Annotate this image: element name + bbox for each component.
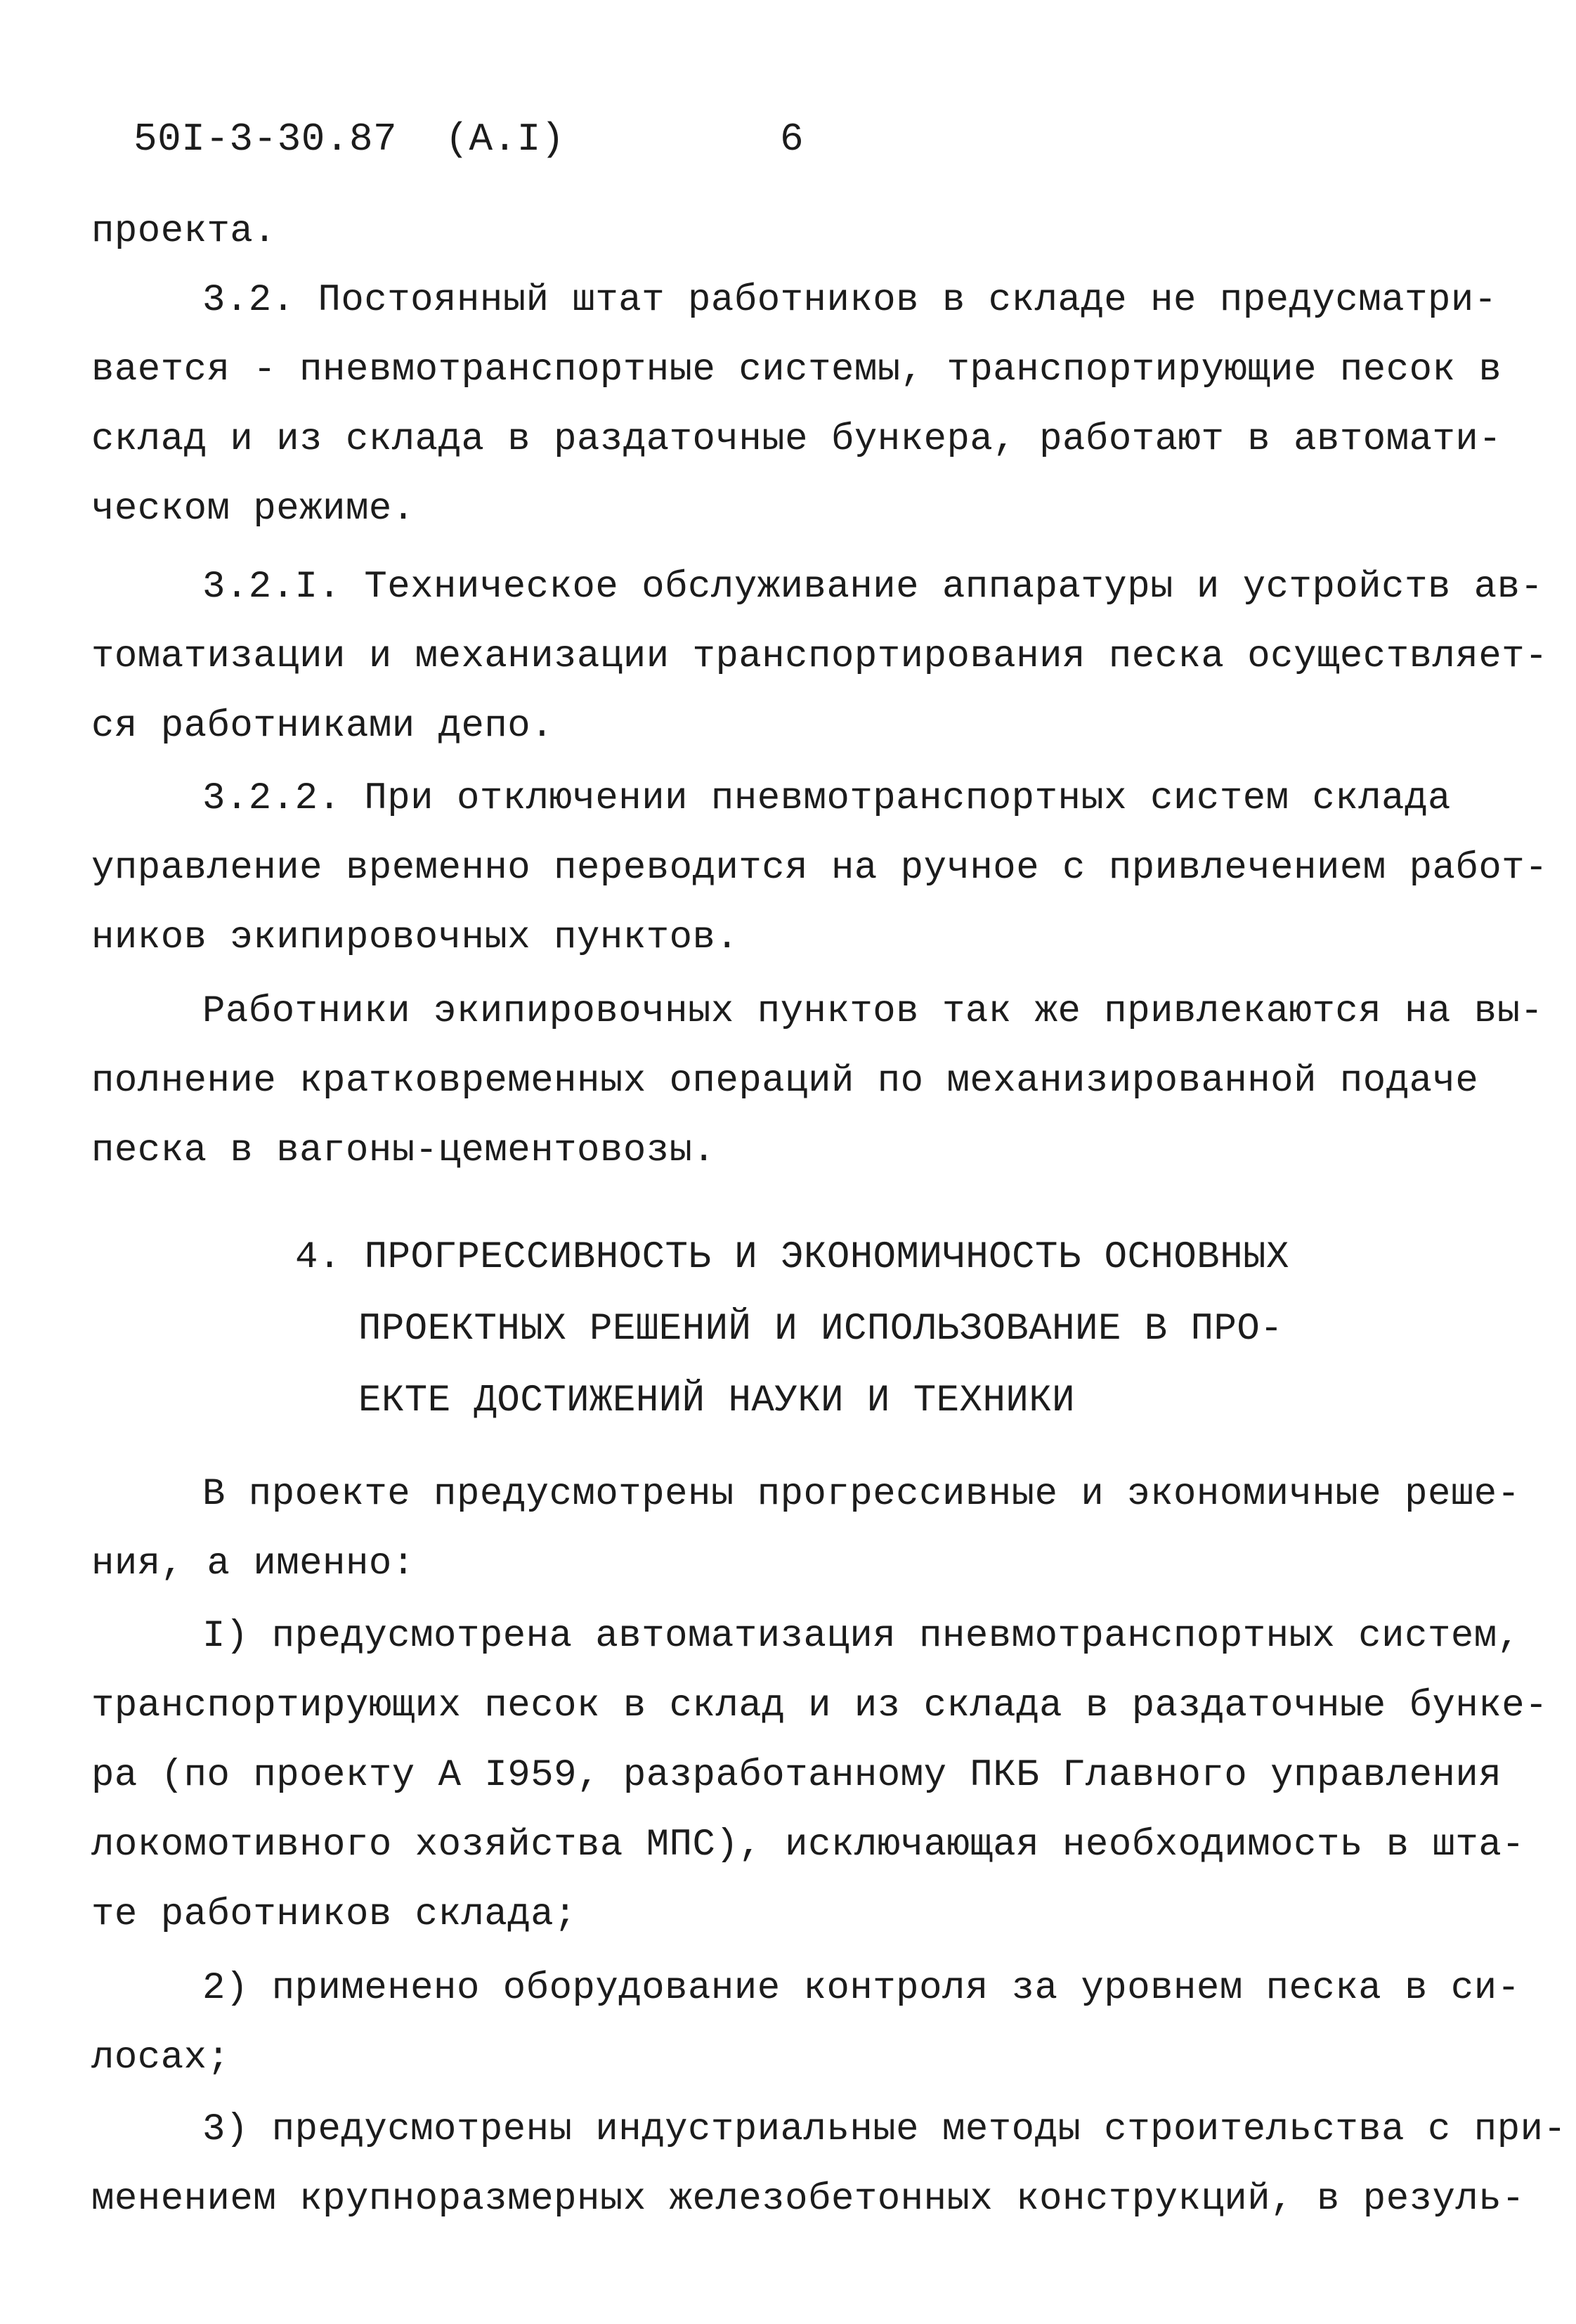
text-line: те работников склада; — [91, 1893, 578, 1936]
text-line: лосах; — [91, 2037, 230, 2079]
text-line: локомотивного хозяйства МПС), исключающая необходимость в шта- — [91, 1824, 1525, 1867]
text-line: ра (по проекту А I959, разработанному ПКБ Главного управления — [91, 1754, 1502, 1797]
document-code: 50I-3-30.87 (А.I) — [133, 117, 565, 162]
text-line: транспортирующих песок в склад и из склада в раздаточные бунке- — [91, 1684, 1549, 1727]
text-line: 3.2. Постоянный штат работников в складе не предусматри- — [202, 279, 1497, 322]
section-heading: ЕКТЕ ДОСТИЖЕНИЙ НАУКИ И ТЕХНИКИ — [358, 1380, 1076, 1422]
text-line: склад и из склада в раздаточные бункера, работают в автомати- — [91, 418, 1502, 461]
text-line: вается - пневмотранспортные системы, транспортирующие песок в — [91, 349, 1502, 391]
text-line: менением крупноразмерных железобетонных конструкций, в резуль- — [91, 2178, 1525, 2221]
text-line: ческом режиме. — [91, 488, 415, 531]
text-line: ников экипировочных пунктов. — [91, 916, 739, 959]
text-line: 2) применено оборудование контроля за уровнем песка в си- — [202, 1967, 1520, 2010]
text-line: управление временно переводится на ручное с привлечением работ- — [91, 847, 1549, 890]
section-heading: 4. ПРОГРЕССИВНОСТЬ И ЭКОНОМИЧНОСТЬ ОСНОВНЫХ — [295, 1236, 1289, 1279]
text-line: ния, а именно: — [91, 1543, 415, 1585]
text-line: песка в вагоны-цементовозы. — [91, 1129, 716, 1172]
text-line: томатизации и механизации транспортирования песка осуществляет- — [91, 635, 1549, 678]
text-line: 3.2.2. При отключении пневмотранспортных систем склада — [202, 777, 1451, 820]
section-heading: ПРОЕКТНЫХ РЕШЕНИЙ И ИСПОЛЬЗОВАНИЕ В ПРО- — [358, 1308, 1284, 1351]
text-line: Работники экипировочных пунктов так же привлекаются на вы- — [202, 990, 1544, 1033]
text-line: I) предусмотрена автоматизация пневмотранспортных систем, — [202, 1615, 1520, 1658]
text-line: 3) предусмотрены индустриальные методы строительства с при- — [202, 2108, 1567, 2151]
text-line: 3.2.I. Техническое обслуживание аппаратуры и устройств ав- — [202, 566, 1544, 609]
text-line: В проекте предусмотрены прогрессивные и экономичные реше- — [202, 1473, 1520, 1516]
text-line: полнение кратковременных операций по механизированной подаче — [91, 1060, 1479, 1103]
text-line: проекта. — [91, 210, 277, 253]
text-line: ся работниками депо. — [91, 705, 554, 748]
page-number: 6 — [780, 117, 805, 162]
